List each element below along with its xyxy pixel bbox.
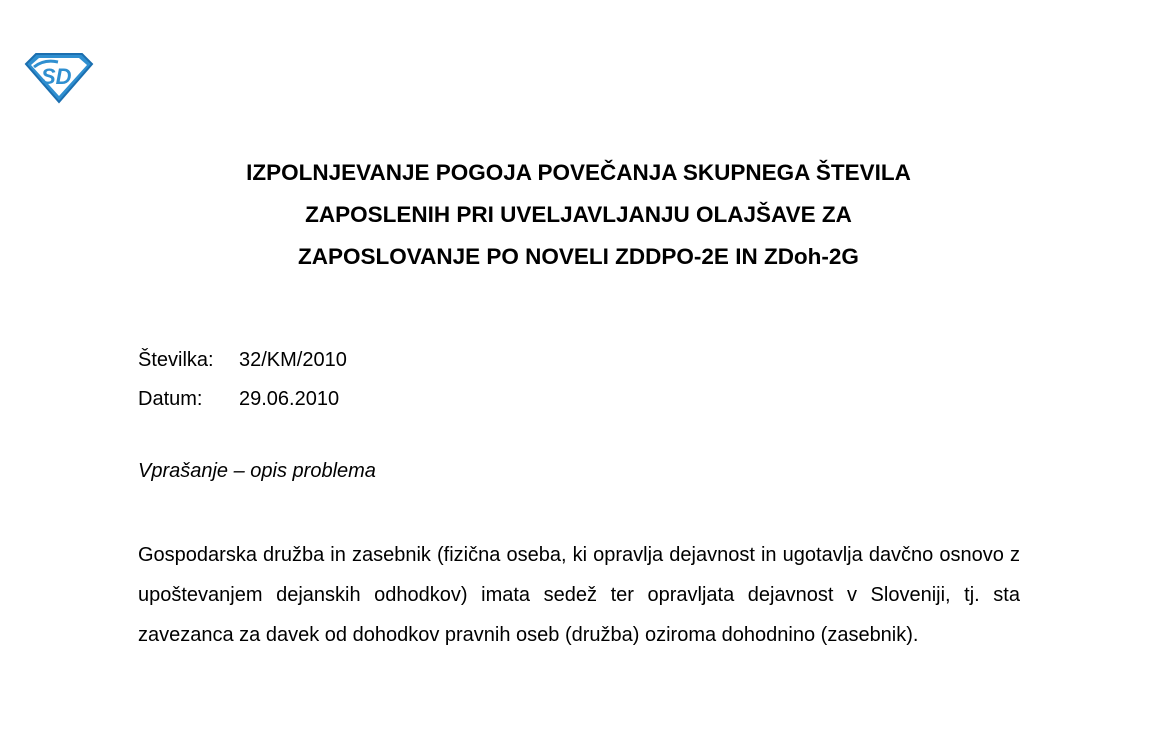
meta-value-date: 29.06.2010: [239, 388, 340, 410]
section-heading: Vprašanje – opis problema: [138, 460, 376, 482]
meta-row-number: [138, 341, 347, 380]
meta-value-number: 32/KM/2010: [239, 349, 347, 371]
document-meta: [138, 341, 347, 419]
sd-logo-icon: [22, 50, 96, 104]
title-line-3: ZAPOSLOVANJE PO NOVELI ZDDPO-2E IN ZDoh-2G: [298, 244, 859, 269]
title-line-2: ZAPOSLENIH PRI UVELJAVLJANJU OLAJŠAVE ZA: [305, 202, 852, 227]
sd-shield-logo: [22, 50, 96, 104]
document-title: [0, 152, 1157, 278]
meta-label-number: Številka:: [138, 349, 214, 371]
svg-text:SD: SD: [41, 64, 72, 89]
meta-row-date: [138, 380, 347, 419]
title-line-1: IZPOLNJEVANJE POGOJA POVEČANJA SKUPNEGA ŠTEVILA: [246, 160, 911, 185]
body-paragraph: Gospodarska družba in zasebnik (fizična oseba, ki opravlja dejavnost in ugotavlja davčno osnovo z upoštevanjem dejanskih odhodkov) imata sedež ter opravljata dejavnost v Sloveniji, tj. sta zavezanca za davek od dohodkov pravnih oseb (družba) oziroma dohodnino (zasebnik).: [138, 544, 1020, 646]
meta-label-date: Datum:: [138, 388, 203, 410]
